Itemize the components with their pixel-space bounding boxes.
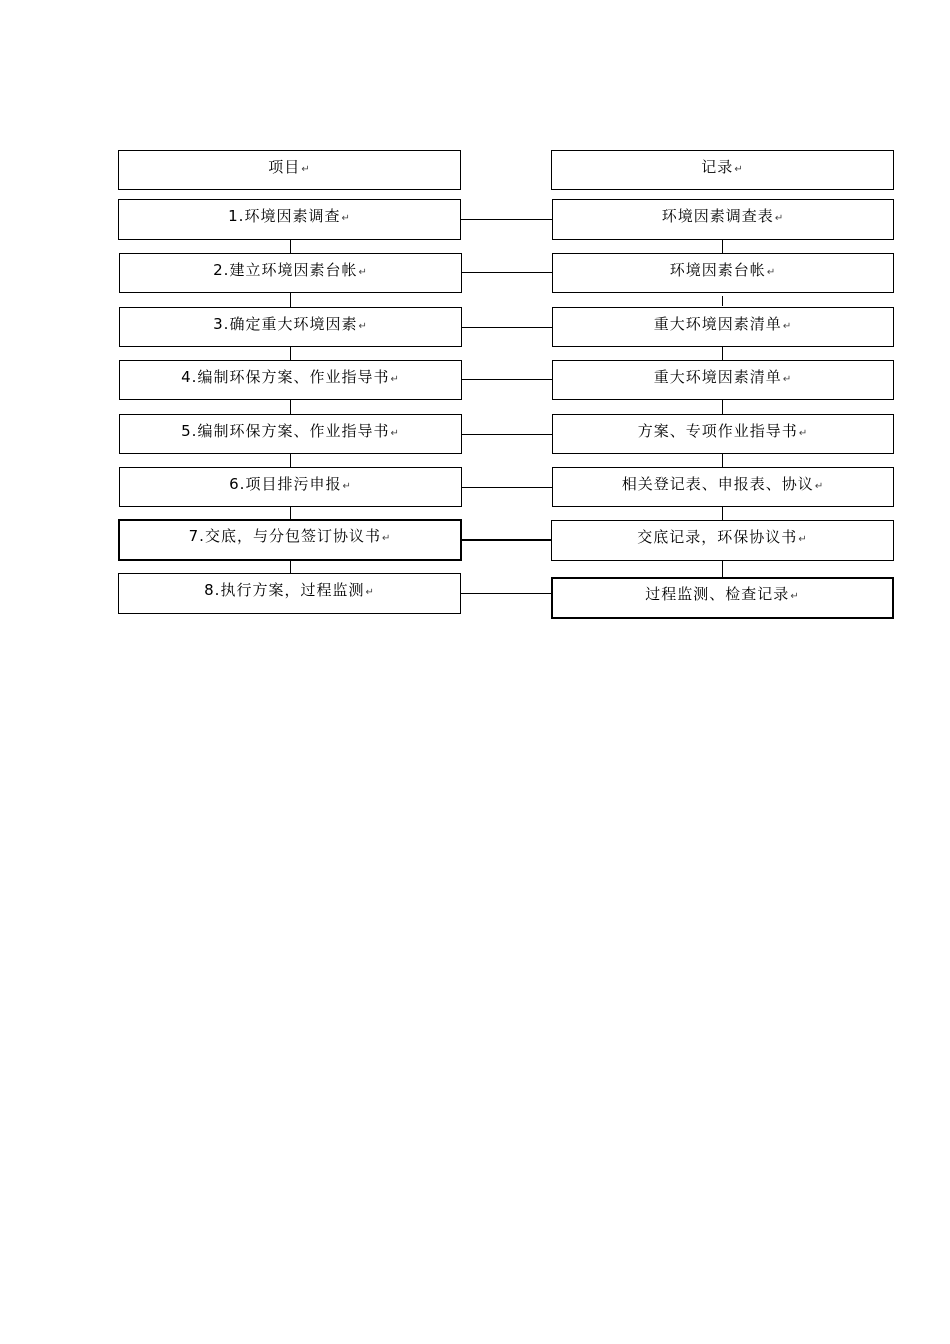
return-mark-icon: ↵ [782, 374, 793, 385]
item-box-8 [118, 573, 461, 614]
return-mark-icon: ↵ [774, 213, 785, 224]
record-box-3 [552, 307, 894, 347]
item-box-2 [119, 253, 462, 293]
connector-line-8 [461, 593, 551, 594]
connector-line-1 [461, 219, 552, 220]
left-flow-line-4 [290, 400, 291, 414]
record-box-5 [552, 414, 894, 454]
right-flow-line-4 [722, 400, 723, 414]
record-box-1 [552, 199, 894, 240]
right-flow-line-2 [722, 296, 723, 306]
connector-line-3 [462, 327, 552, 328]
item-label-6: 6.项目排污申报 [229, 475, 342, 493]
item-label-4: 4.编制环保方案、作业指导书 [181, 368, 390, 386]
return-mark-icon: ↵ [365, 587, 375, 598]
item-label-1: 1.环境因素调查 [228, 207, 341, 225]
item-box-6 [119, 467, 462, 507]
record-box-8 [551, 577, 894, 619]
left-flow-line-5 [290, 454, 291, 467]
left-flow-line-6 [290, 507, 291, 519]
return-mark-icon: ↵ [381, 533, 392, 544]
record-box-7 [551, 520, 894, 561]
return-mark-icon: ↵ [782, 321, 793, 332]
record-box-6 [552, 467, 894, 507]
return-mark-icon: ↵ [734, 164, 744, 175]
left-flow-line-2 [290, 293, 291, 307]
record-label-5: 方案、专项作业指导书 [637, 422, 798, 440]
item-label-7: 7.交底，与分包签订协议书 [188, 527, 381, 545]
item-box-1 [118, 199, 461, 240]
item-label-5: 5.编制环保方案、作业指导书 [181, 422, 390, 440]
return-mark-icon: ↵ [358, 267, 368, 278]
record-label-8: 过程监测、检查记录 [645, 585, 790, 603]
connector-line-4 [462, 379, 552, 380]
right-flow-line-1 [722, 240, 723, 253]
right-flow-line-7 [722, 561, 723, 577]
return-mark-icon: ↵ [301, 164, 311, 175]
environmental-management-flow-diagram [0, 0, 950, 640]
item-label-8: 8.执行方案，过程监测 [204, 581, 365, 599]
return-mark-icon: ↵ [342, 481, 352, 492]
right-flow-line-3 [722, 347, 723, 360]
record-label-3: 重大环境因素清单 [653, 315, 782, 333]
item-box-7 [118, 519, 462, 561]
return-mark-icon: ↵ [798, 534, 808, 545]
header-item-box [118, 150, 461, 190]
item-box-5 [119, 414, 462, 454]
return-mark-icon: ↵ [341, 213, 351, 224]
right-flow-line-5 [722, 454, 723, 467]
record-label-2: 环境因素台帐 [669, 261, 766, 279]
connector-line-5 [462, 434, 552, 435]
left-flow-line-3 [290, 347, 291, 360]
header-record-label: 记录 [701, 158, 734, 176]
item-label-3: 3.确定重大环境因素 [213, 315, 358, 333]
return-mark-icon: ↵ [766, 267, 777, 278]
return-mark-icon: ↵ [790, 591, 800, 602]
return-mark-icon: ↵ [814, 481, 825, 492]
return-mark-icon: ↵ [390, 428, 400, 439]
right-flow-line-6 [722, 507, 723, 520]
record-box-2 [552, 253, 894, 293]
connector-line-6 [462, 487, 552, 488]
item-box-4 [119, 360, 462, 400]
header-item-label: 项目 [268, 158, 301, 176]
return-mark-icon: ↵ [798, 428, 809, 439]
record-label-7: 交底记录，环保协议书 [637, 528, 798, 546]
record-label-1: 环境因素调查表 [661, 207, 774, 225]
left-flow-line-7 [290, 561, 291, 573]
return-mark-icon: ↵ [390, 374, 400, 385]
return-mark-icon: ↵ [358, 321, 368, 332]
connector-line-7 [462, 539, 551, 541]
record-label-4: 重大环境因素清单 [653, 368, 782, 386]
left-flow-line-1 [290, 240, 291, 253]
record-label-6: 相关登记表、申报表、协议 [621, 475, 814, 493]
item-label-2: 2.建立环境因素台帐 [213, 261, 358, 279]
record-box-4 [552, 360, 894, 400]
item-box-3 [119, 307, 462, 347]
connector-line-2 [462, 272, 552, 273]
header-record-box [551, 150, 894, 190]
